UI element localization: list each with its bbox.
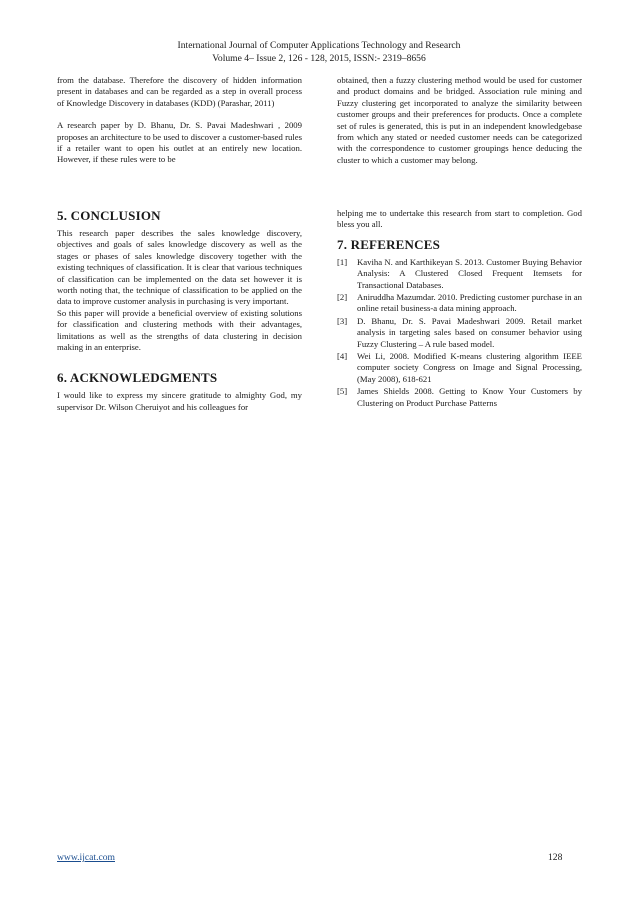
reference-text: Kaviha N. and Karthikeyan S. 2013. Customer Buying Behavior Analysis: A Clustered Closed Frequent Itemsets for Transactional Databases. (357, 256, 582, 290)
conclusion-heading: 5. CONCLUSION (57, 208, 161, 223)
paragraph: from the database. Therefore the discovery of hidden information present in databases and can be regarded as a step in overall process of Knowledge Discovery in databases (KDD) (Parashar, 2011) (57, 75, 302, 108)
references-heading: 7. REFERENCES (337, 236, 441, 252)
top-left-column (57, 75, 302, 166)
paragraph: So this paper will provide a beneficial overview of existing solutions for classification and clustering methods with their advantages, limitations as well as the strengths of data clustering in decision making in an enterprise. (57, 307, 302, 353)
reference-text: D. Bhanu, Dr. S. Pavai Madeshwari 2009. Retail market analysis in targeting sales based on consumer behavior using Fuzzy Clustering – A rule based model. (357, 315, 582, 349)
reference-text: James Shields 2008. Getting to Know Your Customers by Clustering on Product Purchase Patterns (357, 386, 582, 408)
reference-item (337, 351, 582, 385)
page-number: 128 (548, 852, 563, 863)
reference-item (337, 257, 582, 291)
reference-number: [1] (337, 256, 348, 267)
paragraph: obtained, then a fuzzy clustering method would be used for customer and product domains and be bridged. Association rule mining and Fuzzy clustering get incorporated to analyze the similarity between customer groups and their preferences for products. Once a complete set of rules is generated, this is put in an independent knowledgebase from which any stated or needed customer needs can be categorized with the correspondence to customer groupings hence deducing the cluster to which a customer may belong. (337, 75, 582, 165)
bottom-right-column (337, 208, 582, 410)
reference-item (337, 386, 582, 409)
reference-item (337, 292, 582, 315)
reference-text: Wei Li, 2008. Modified K-means clustering algorithm IEEE computer society Congress on Image and Signal Processing, (May 2008), 618-621 (357, 351, 582, 384)
journal-title: International Journal of Computer Applications Technology and Research (177, 40, 461, 51)
paragraph: This research paper describes the sales knowledge discovery, objectives and goals of sales knowledge discovery as well as the stages or phases of sales knowledge discovery together with the existing techniques of classification. It is clear that various techniques of classification can be implemented on the data set however it is worth noting that, the technique of classification to be applied on the data to improve customer analysis in purchasing is very important. (57, 228, 302, 307)
reference-number: [2] (337, 292, 348, 303)
paragraph: A research paper by D. Bhanu, Dr. S. Pavai Madeshwari , 2009 proposes an architecture to be used to discover a customer-based rules if a retailer want to open his outlet at an entirely new location. However, if these rules were to be (57, 120, 302, 165)
page-header (0, 40, 638, 65)
paragraph: I would like to express my sincere gratitude to almighty God, my supervisor Dr. Wilson Cheruiyot and his colleagues for (57, 390, 302, 412)
reference-number: [5] (337, 386, 348, 397)
reference-text: Aniruddha Mazumdar. 2010. Predicting customer purchase in an online retail business-a data mining approach. (357, 292, 582, 314)
journal-volume: Volume 4– Issue 2, 126 - 128, 2015, ISSN:- 2319–8656 (212, 52, 426, 64)
website-link[interactable]: www.ijcat.com (57, 852, 115, 863)
paragraph: helping me to undertake this research from start to completion. God bless you all. (337, 208, 582, 230)
acknowledgments-heading: 6. ACKNOWLEDGMENTS (57, 370, 218, 386)
reference-list (337, 257, 582, 409)
reference-number: [3] (337, 315, 348, 326)
top-right-column (337, 75, 582, 166)
reference-number: [4] (337, 351, 348, 362)
bottom-left-column (57, 208, 302, 413)
reference-item (337, 316, 582, 350)
